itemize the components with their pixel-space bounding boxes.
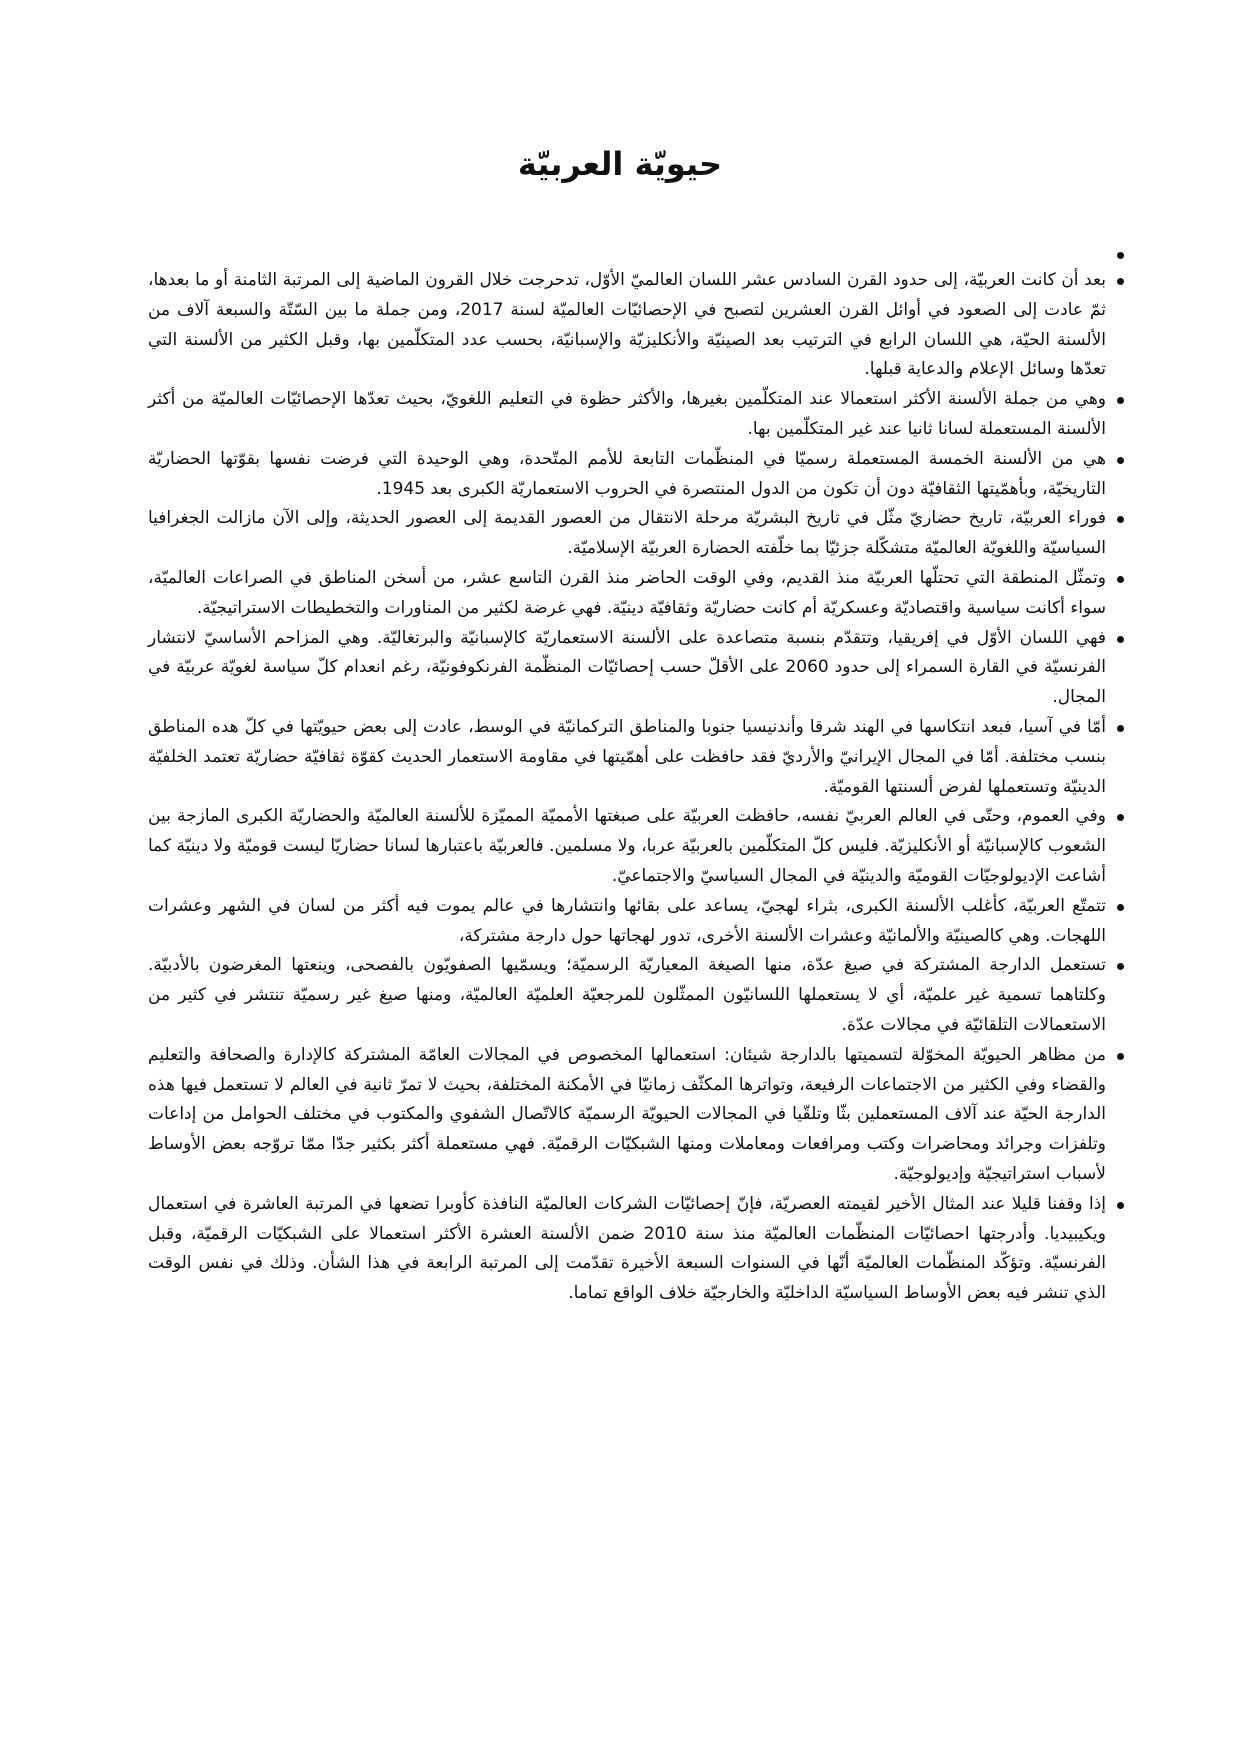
list-item-text: وهي من جملة الألسنة الأكثر استعمالا عند المتكلّمين بغيرها، والأكثر حظوة في التعليم اللغويّ، بحيث تعدّها الإحصائيّات العالميّة من أكثر الألسنة المستعملة لسانا ثانيا عند غير المتكلّمين بها. [148,389,1106,439]
bullet-icon [1117,397,1124,404]
bullet-icon [1117,1202,1124,1209]
bullet-icon [1117,636,1124,643]
list-item-text: إذا وقفنا قليلا عند المثال الأخير لقيمته العصريّة، فإنّ إحصائيّات الشركات العالميّة النافذة كأوبرا تضعها في المرتبة العاشرة في استعمال ويكيبيديا. وأدرجتها احصائيّات المنظّمات العالميّة منذ سنة 2010 ضمن الألسنة العشرة الأكثر استعمالا على الشبكيّات الرقميّة، وقبل الفرنسيّة. وتؤكّد المنظّمات العالميّة أنّها في السنوات السبعة الأخيرة تقدّمت إلى المرتبة الرابعة في هذا الشأن. وذلك في نفس الوقت الذي تنشر فيه بعض الأوساط السياسيّة الداخليّة والخارجيّة خلاف الواقع تماما. [148,1193,1106,1304]
bullet-icon [1117,814,1124,821]
list-item [148,564,1106,624]
bullet-icon [1117,516,1124,523]
list-item [148,1041,1106,1190]
bullet-icon [1117,963,1124,970]
list-item [148,252,1106,266]
list-item [148,445,1106,505]
bullet-icon [1117,725,1124,732]
list-item [148,1190,1106,1309]
bullet-icon [1117,904,1124,911]
page-title: حيويّة العربيّة [517,145,723,183]
list-item-text: أمّا في آسيا، فبعد انتكاسها في الهند شرقا وأندنيسيا جنوبا والمناطق التركمانيّة في الوسط، عادت إلى بعض حيويّتها في كلّ هده المناطق بنسب مختلفة. أمّا في المجال الإيرانيّ والأرديّ فقد حافظت على أهمّيتها في مقاومة الاستعمار الحديث كقوّة ثقافيّة حضاريّة تعتمد الخلفيّة الدينيّة وتستعملها لفرض ألسنتها القوميّة. [148,716,1106,797]
list-item [148,713,1106,802]
list-item-text: فوراء العربيّة، تاريخ حضاريّ مثّل في تاريخ البشريّة مرحلة الانتقال من العصور القديمة إلى العصور الحديثة، وإلى الآن مازالت الجغرافيا السياسيّة واللغويّة العالميّة متشكّلة جزئيّا بما خلّفته الحضارة العربيّة الإسلاميّة. [148,508,1106,559]
list-item [148,892,1106,952]
list-item [148,266,1106,385]
list-item [148,802,1106,891]
list-item-text: تستعمل الدارجة المشتركة في صيغ عدّة، منها الصيغة المعياريّة الرسميّة؛ ويسمّيها الصفويّون بالفصحى، وينعتها المغرضون بالأدبيّة. وكلتاهما تسمية غير علميّة، أي لا يستعملها اللسانيّون الممثّلون للمرجعيّة العلميّة العالميّة، ومنها صيغ غير رسميّة تنتشر في كثير من الاستعمالات التلقائيّة في مجالات عدّة. [148,955,1106,1035]
bullet-icon [1117,576,1124,583]
bullet-icon [1117,1053,1124,1060]
list-item-text: هي من الألسنة الخمسة المستعملة رسميّا في المنظّمات التابعة للأمم المتّحدة، وهي الوحيدة التي فرضت نفسها بقوّتها الحضاريّة التاريخيّة، وبأهمّيتها الثقافيّة دون أن تكون من الدول المنتصرة في الحروب الاستعماريّة الكبرى بعد 1945. [148,448,1106,499]
list-item [148,504,1106,564]
list-item-text: وتمثّل المنطقة التي تحتلّها العربيّة منذ القديم، وفي الوقت الحاضر منذ القرن التاسع عشر، من أسخن المناطق في الصراعات العالميّة، سواء أكانت سياسية واقتصاديّة وعسكريّة أم كانت حضاريّة وثقافيّة دينيّة. فهي غرضة لكثير من المناورات والتخطيطات الاستراتيجيّة. [148,567,1106,618]
bullet-list [148,252,1106,1309]
list-item [148,385,1106,445]
list-item [148,624,1106,713]
list-item-text: بعد أن كانت العربيّة، إلى حدود القرن السادس عشر اللسان العالميّ الأوّل، تدحرجت خلال القرون الماضية إلى المرتبة الثامنة أو ما بعدها، ثمّ عادت إلى الصعود في أوائل القرن العشرين لتصبح في الإحصائيّات العالميّة لسنة 2017، ومن جملة ما بين السّتّة والسبعة آلاف من الألسنة الحيّة، هي اللسان الرابع في الترتيب بعد الصينيّة والأنكليزيّة والإسبانيّة، بحسب عدد المتكلّمين بها، وقبل الكثير من الألسنة التي تعدّها وسائل الإعلام والدعاية قبلها. [148,270,1106,380]
list-item [148,951,1106,1040]
list-item-text: من مظاهر الحيويّة المخوّلة لتسميتها بالدارجة شيئان: استعمالها المخصوص في المجالات العامّة المشتركة كالإدارة والصحافة والتعليم والقضاء وفي الكثير من الاجتماعات الرفيعة، وتواترها المكثّف زمانيّا في الأمكنة المختلفة، بحيث لا تمرّ ثانية في العالم لا تستعمل فيها هذه الدارجة الحيّة عند آلاف المستعملين بثّا وتلقّيا في المجالات الحيويّة الرسميّة كالاتّصال الشفوي والمكتوب في مختلف الحوامل من إداعات وتلفزات وجرائد ومحاضرات وكتب ومرافعات ومعاملات ومنها الشبكيّات الرقميّة. فهي مستعملة أكثر بكثير جدّا ممّا تروّجه بعض الأوساط لأسباب استراتيجيّة وإديولوجيّة. [148,1044,1106,1184]
list-item-text: فهي اللسان الأوّل في إفريقيا، وتتقدّم بنسبة متصاعدة على الألسنة الاستعماريّة كالإسبانيّة والبرتغاليّة. وهي المزاحم الأساسيّ لانتشار الفرنسيّة في القارة السمراء إلى حدود 2060 على الأقلّ حسب إحصائيّات المنظّمة الفرنكوفونيّة، رغم انعدام كلّ سياسة لغويّة عربيّة في المجال. [148,627,1106,708]
list-item-text: وفي العموم، وحتّى في العالم العربيّ نفسه، حافظت العربيّة على صبغتها الأمميّة المميّزة للألسنة العالميّة والحضاريّة الكبرى المازجة بين الشعوب كالإسبانيّة أو الأنكليزيّة. فليس كلّ المتكلّمين بالعربيّة عربا، ولا مسلمين. فالعربيّة باعتبارها لسانا حضاريّا ليست قوميّة ولا دينيّة كما أشاعت الإديولوجيّات القوميّة والدينيّة في المجال السياسيّ والاجتماعيّ. [148,806,1106,886]
list-item-text: تتمتّع العربيّة، كأغلب الألسنة الكبرى، بثراء لهجيّ، يساعد على بقائها وانتشارها في عالم يموت فيه أكثر من لسان في الشهر وعشرات اللهجات. وهي كالصينيّة والألمانيّة وعشرات الألسنة الأخرى، تدور لهجاتها حول دارجة مشتركة، [148,895,1106,946]
bullet-icon [1117,457,1124,464]
bullet-icon [1117,278,1124,285]
bullet-icon [1117,252,1124,259]
